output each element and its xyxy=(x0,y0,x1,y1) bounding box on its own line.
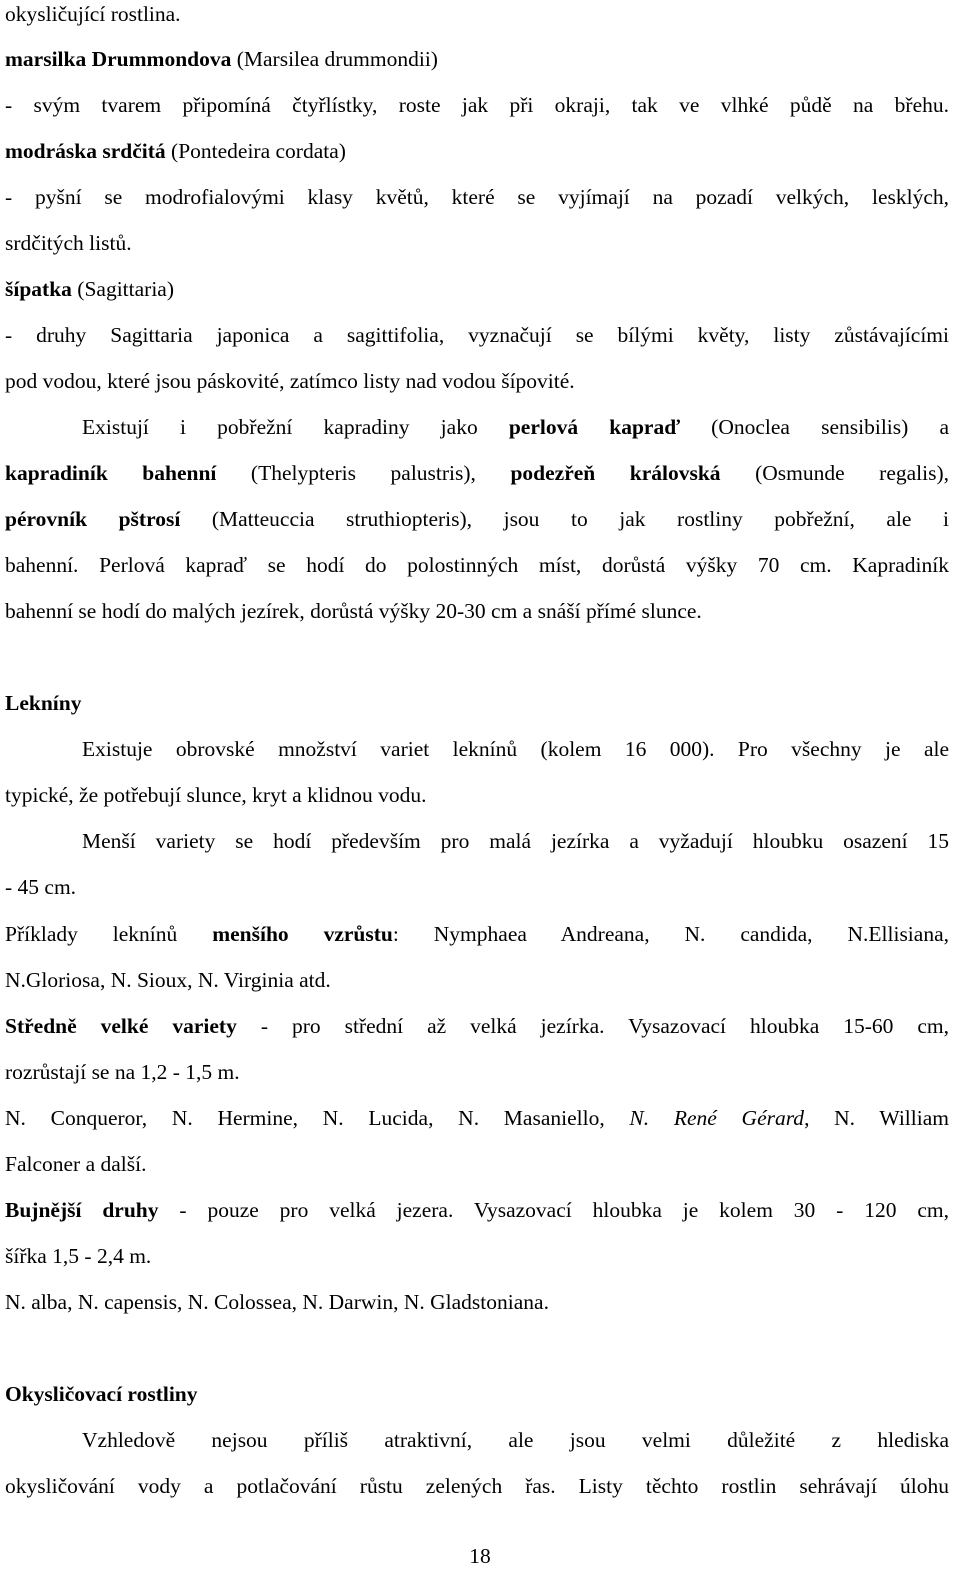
text-line: Příklady leknínů menšího vzrůstu: Nymphaea Andreana, N. candida, N.Ellisiana, xyxy=(5,922,949,946)
text-line: okysličování vody a potlačování růstu zelených řas. Listy těchto rostlin sehrávají úlohu xyxy=(5,1474,949,1498)
text-line: bahenní. Perlová kapraď se hodí do polostinných míst, dorůstá výšky 70 cm. Kapradiník xyxy=(5,553,949,577)
text-line: Bujnější druhy - pouze pro velká jezera. Vysazovací hloubka je kolem 30 - 120 cm, xyxy=(5,1198,950,1222)
text-line: Menší variety se hodí především pro malá jezírka a vyžadují hloubku osazení 15 xyxy=(82,829,949,853)
text-line: Existuje obrovské množství variet leknínů (kolem 16 000). Pro všechny je ale xyxy=(82,737,949,761)
text-line: N. alba, N. capensis, N. Colossea, N. Darwin, N. Gladstoniana. xyxy=(5,1290,549,1314)
text-line: Existují i pobřežní kapradiny jako perlová kapraď (Onoclea sensibilis) a xyxy=(82,415,949,439)
text-line: - druhy Sagittaria japonica a sagittifolia, vyznačují se bílými květy, listy zůstávajícími xyxy=(5,323,949,347)
text-line: Vzhledově nejsou příliš atraktivní, ale jsou velmi důležité z hlediska xyxy=(82,1428,949,1452)
text-line: srdčitých listů. xyxy=(5,231,132,255)
text-line: - 45 cm. xyxy=(5,875,77,899)
text-line: Středně velké variety - pro střední až velká jezírka. Vysazovací hloubka 15-60 cm, xyxy=(5,1014,949,1038)
text-line: N. Conqueror, N. Hermine, N. Lucida, N. Masaniello, N. René Gérard, N. William xyxy=(5,1106,949,1130)
section-heading: Okysličovací rostliny xyxy=(5,1382,198,1406)
text-line: - pyšní se modrofialovými klasy květů, které se vyjímají na pozadí velkých, lesklých, xyxy=(5,185,949,209)
text-line: šířka 1,5 - 2,4 m. xyxy=(5,1244,152,1268)
text-line: pérovník pštrosí (Matteuccia struthiopteris), jsou to jak rostliny pobřežní, ale i xyxy=(5,507,949,531)
text-line: okysličující rostlina. xyxy=(5,2,181,26)
section-heading: Lekníny xyxy=(5,691,82,715)
text-line: - svým tvarem připomíná čtyřlístky, roste jak při okraji, tak ve vlhké půdě na břehu. xyxy=(5,93,949,117)
text-line: pod vodou, které jsou páskovité, zatímco listy nad vodou šípovité. xyxy=(5,369,575,393)
text-line: Falconer a další. xyxy=(5,1152,147,1176)
text-line: typické, že potřebují slunce, kryt a klidnou vodu. xyxy=(5,783,427,807)
text-line: marsilka Drummondova (Marsilea drummondii) xyxy=(5,47,438,71)
text-line: rozrůstají se na 1,2 - 1,5 m. xyxy=(5,1060,240,1084)
text-line: N.Gloriosa, N. Sioux, N. Virginia atd. xyxy=(5,968,331,992)
text-line: modráska srdčitá (Pontedeira cordata) xyxy=(5,139,346,163)
text-line: kapradiník bahenní (Thelypteris palustris), podezřeň královská (Osmunde regalis), xyxy=(5,461,950,485)
text-line: šípatka (Sagittaria) xyxy=(5,277,175,301)
text-line: bahenní se hodí do malých jezírek, dorůstá výšky 20-30 cm a snáší přímé slunce. xyxy=(5,599,702,623)
page-number: 18 xyxy=(469,1544,491,1568)
